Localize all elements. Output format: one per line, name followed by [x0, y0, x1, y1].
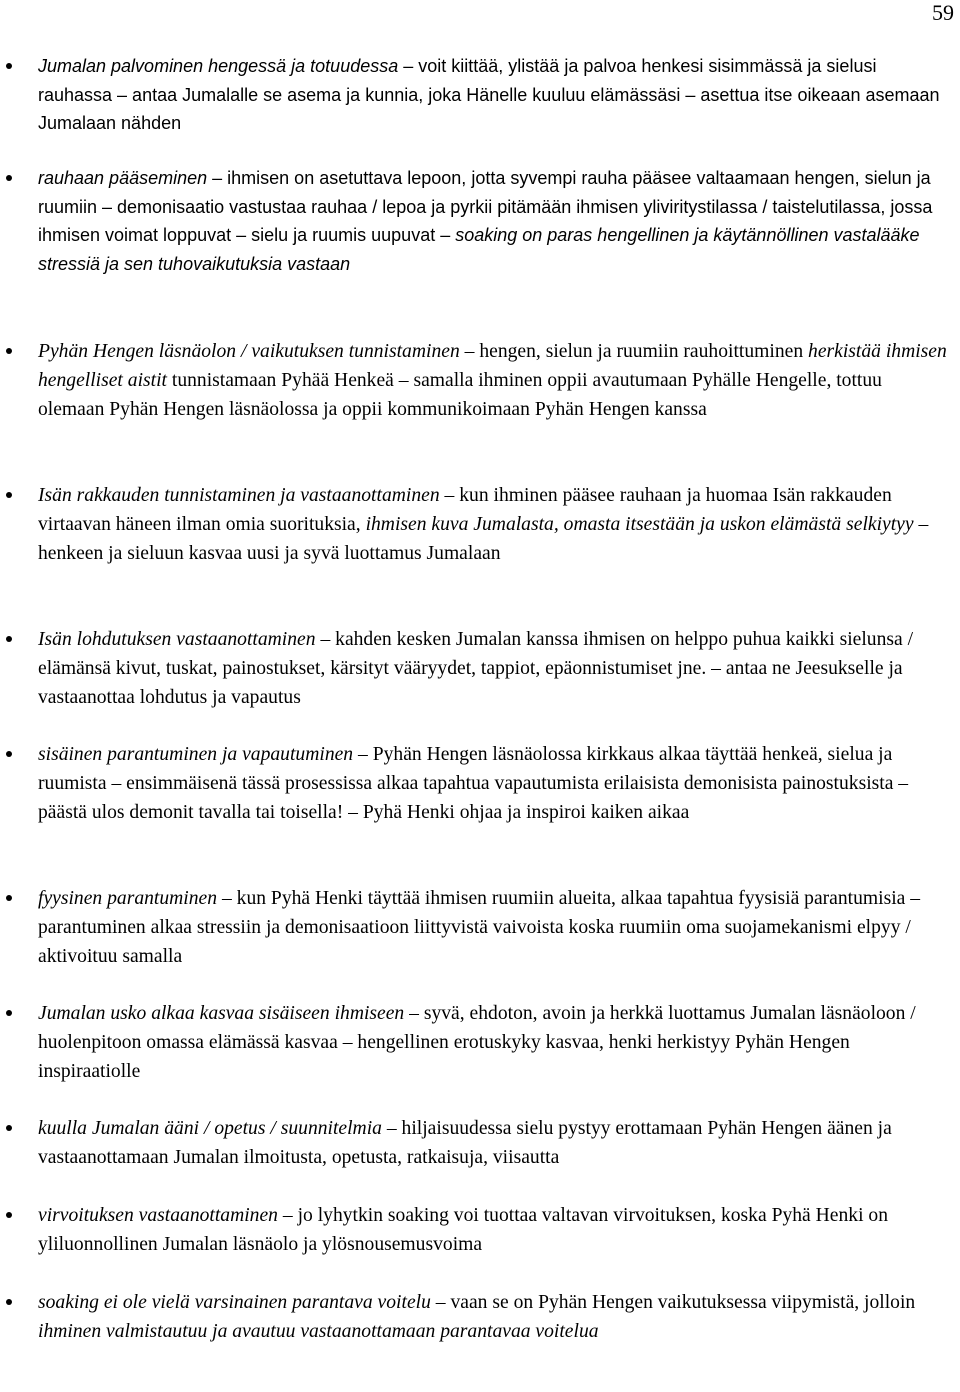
- bullet-icon: [6, 492, 12, 498]
- item-body: – ihmisen on asetuttava lepoon, jotta syvempi rauha pääsee valtaamaan hengen, sielun ja ruumiin – demonisaatio vastustaa rauhaa / lepoa ja pyrkii pitämään ihmisen yliviritystilassa / taistelutilassa, jossa ihmisen voimat loppuvat – sielu ja ruumis uupuvat –: [38, 168, 933, 246]
- item-heading: rauhaan pääseminen: [38, 168, 208, 188]
- item-body: – hiljaisuudessa sielu pystyy erottamaan Pyhän Hengen äänen ja vastaanottamaan Jumalan ilmoitusta, opetusta, ratkaisuja, viisautta: [38, 1118, 892, 1168]
- bullet-list: [0, 52, 960, 1376]
- item-body-end: tunnistamaan Pyhää Henkeä – samalla ihminen oppii avautumaan Pyhälle Hengelle, tottuu olemaan Pyhän Hengen läsnäolossa ja oppii kommunikoimaan Pyhän Hengen kanssa: [38, 370, 882, 420]
- bullet-icon: [6, 1010, 12, 1016]
- list-item-text: [38, 1114, 952, 1172]
- item-heading: Isän rakkauden tunnistaminen ja vastaanottaminen: [38, 485, 440, 506]
- item-heading: soaking ei ole vielä varsinainen parantava voitelu: [38, 1292, 431, 1313]
- bullet-icon: [6, 175, 12, 181]
- page-number: 59: [932, 0, 954, 25]
- item-body: – syvä, ehdoton, avoin ja herkkä luottamus Jumalan läsnäoloon / huolenpitoon omassa elämässä kasvaa – hengellinen erotuskyky kasvaa, henki herkistyy Pyhän Hengen inspiraatiolle: [38, 1003, 916, 1082]
- list-item-text: [38, 164, 952, 278]
- bullet-icon: [6, 751, 12, 757]
- list-item: [0, 1288, 960, 1376]
- list-item-text: [38, 740, 952, 827]
- item-body: – Pyhän Hengen läsnäolossa kirkkaus alkaa täyttää henkeä, sielua ja ruumista – ensimmäisenä tässä prosessissa alkaa tapahtua vapautumista erilaisista demonisista painostuksista – päästä ulos demonit tavalla tai toisella! – Pyhä Henki ohjaa ja inspiroi kaiken aikaa: [38, 744, 909, 823]
- list-item-text: [38, 884, 952, 971]
- item-body: – kahden kesken Jumalan kanssa ihmisen on helppo puhua kaikki sielunsa / elämänsä kivut, tuskat, painostukset, kärsityt vääryydet, tappiot, epäonnistumiset jne. – antaa ne Jeesukselle ja vastaanottaa lohdutus ja vapautus: [38, 629, 914, 708]
- bullet-icon: [6, 1125, 12, 1131]
- item-emphasis: soaking on paras hengellinen ja käytännöllinen vastalääke stressiä ja sen tuhovaikutuksia vastaan: [38, 225, 920, 274]
- item-body: – vaan se on Pyhän Hengen vaikutuksessa viipymistä, jolloin: [430, 1292, 916, 1313]
- list-item: [0, 337, 960, 481]
- list-item: [0, 1114, 960, 1201]
- list-item: [0, 1201, 960, 1288]
- list-item-text: [38, 625, 952, 712]
- item-emphasis: ihmisen kuva Jumalasta, omasta itsestään ja uskon elämästä selkiytyy: [365, 514, 914, 535]
- item-body: – kun Pyhä Henki täyttää ihmisen ruumiin alueita, alkaa tapahtua fyysisiä parantumisia – parantuminen alkaa stressiin ja demonisaatioon liittyvistä vaivoista koska ruumiin oma suojamekanismi elpyy / aktivoituu samalla: [38, 888, 921, 967]
- bullet-icon: [6, 636, 12, 642]
- list-item: [0, 52, 960, 164]
- item-body: – kun ihminen pääsee rauhaan ja huomaa Isän rakkauden virtaavan häneen ilman omia suorituksia,: [38, 485, 892, 535]
- bullet-icon: [6, 1212, 12, 1218]
- bullet-icon: [6, 1299, 12, 1305]
- item-emphasis: herkistää ihmisen hengelliset aistit: [38, 341, 947, 391]
- list-item-text: [38, 337, 952, 424]
- item-heading: fyysinen parantuminen: [38, 888, 218, 909]
- list-item: [0, 884, 960, 999]
- item-heading: virvoituksen vastaanottaminen: [38, 1205, 278, 1226]
- bullet-icon: [6, 63, 12, 69]
- item-heading: sisäinen parantuminen ja vapautuminen: [38, 744, 354, 765]
- list-item-text: [38, 1288, 952, 1346]
- item-emphasis: ihminen valmistautuu ja avautuu vastaanottamaan parantavaa voitelua: [38, 1321, 599, 1342]
- list-item-text: [38, 52, 952, 138]
- list-item-text: [38, 999, 952, 1086]
- list-item: [0, 481, 960, 625]
- item-heading: Isän lohdutuksen vastaanottaminen: [38, 629, 316, 650]
- bullet-icon: [6, 348, 12, 354]
- item-body: – hengen, sielun ja ruumiin rauhoittuminen: [459, 341, 809, 362]
- item-heading: kuulla Jumalan ääni / opetus / suunnitelmia: [38, 1118, 382, 1139]
- list-item: [0, 999, 960, 1114]
- item-heading: Jumalan usko alkaa kasvaa sisäiseen ihmiseen: [38, 1003, 405, 1024]
- list-item: [0, 164, 960, 337]
- list-item-text: [38, 481, 952, 568]
- list-item-text: [38, 1201, 952, 1259]
- item-body-end: – henkeen ja sieluun kasvaa uusi ja syvä luottamus Jumalaan: [38, 514, 929, 564]
- item-body: – jo lyhytkin soaking voi tuottaa valtavan virvoituksen, koska Pyhä Henki on yliluonnollinen Jumalan läsnäolo ja ylösnousemusvoima: [38, 1205, 889, 1255]
- list-item: [0, 625, 960, 740]
- item-heading: Pyhän Hengen läsnäolon / vaikutuksen tunnistaminen: [38, 341, 460, 362]
- bullet-icon: [6, 895, 12, 901]
- item-body: – voit kiittää, ylistää ja palvoa henkesi sisimmässä ja sielusi rauhassa – antaa Jumalalle se asema ja kunnia, joka Hänelle kuuluu elämässäsi – asettua itse oikeaan asemaan Jumalaan nähden: [38, 56, 940, 134]
- list-item: [0, 740, 960, 884]
- item-heading: Jumalan palvominen hengessä ja totuudessa: [38, 56, 399, 76]
